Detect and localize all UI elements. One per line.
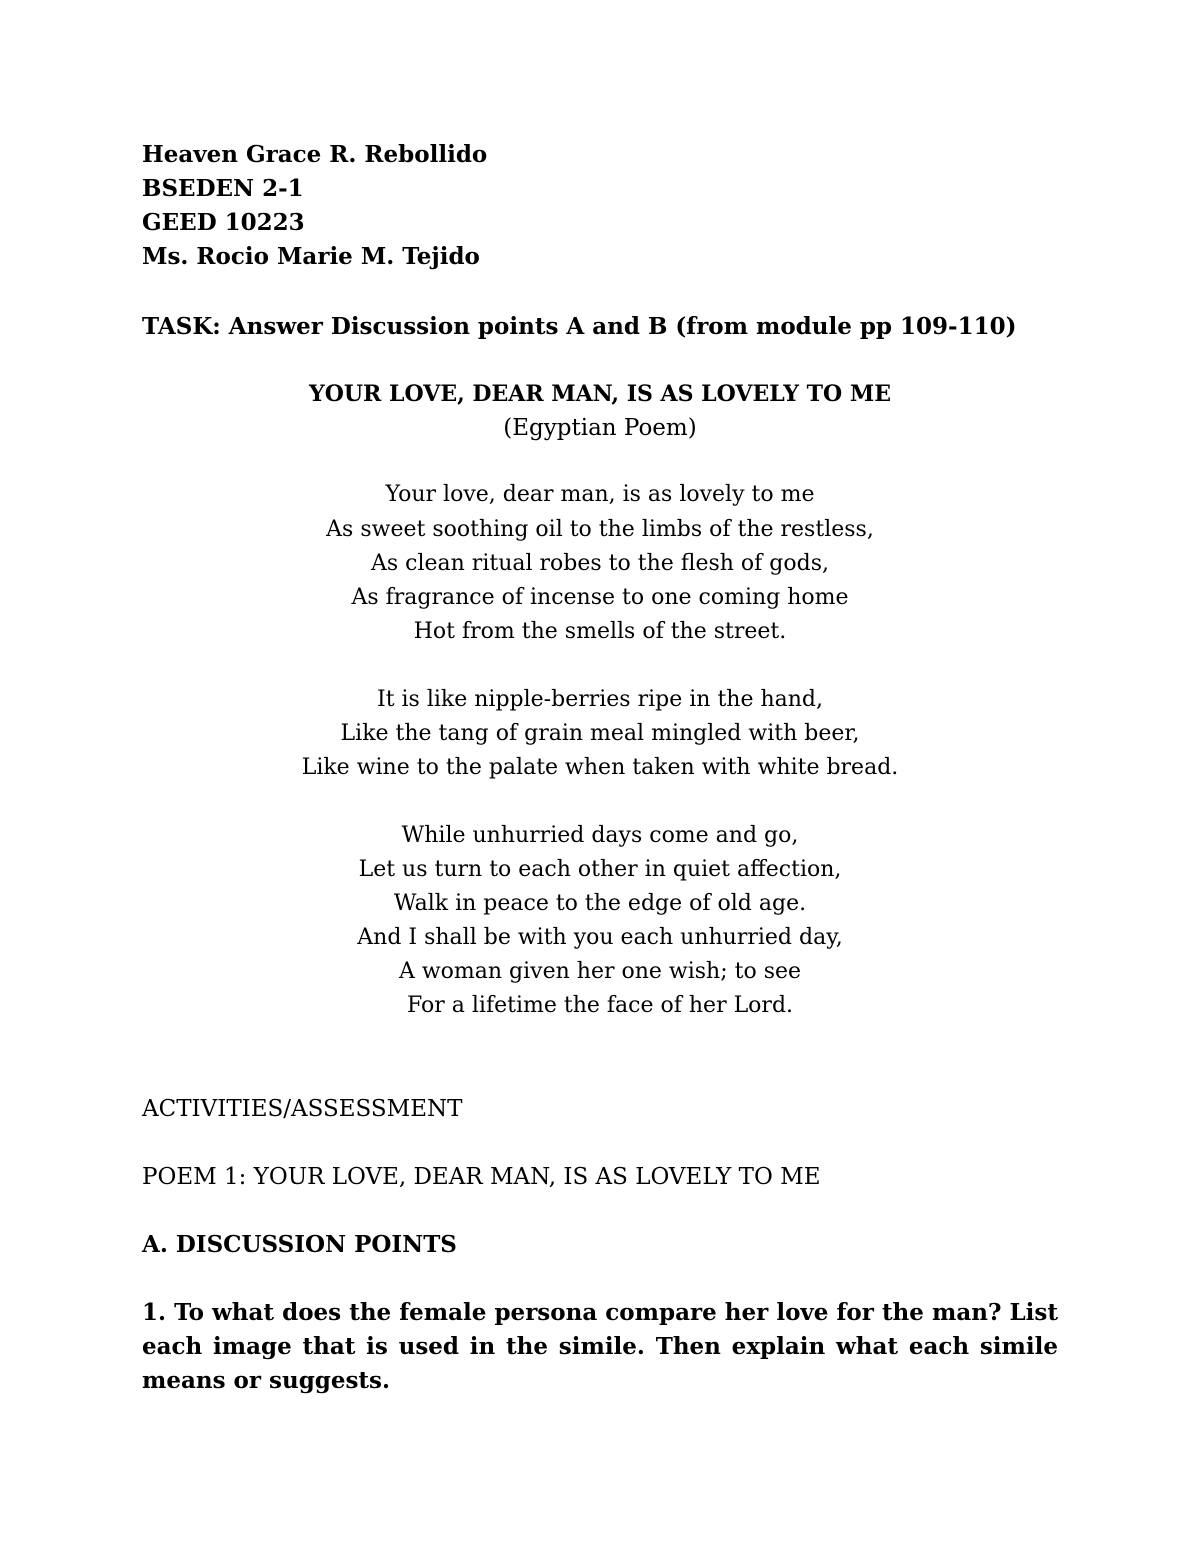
poem-line: Like wine to the palate when taken with white bread.: [301, 755, 899, 780]
poem-line: As clean ritual robes to the flesh of gods,: [370, 551, 829, 576]
poem-subtitle: (Egyptian Poem): [503, 415, 697, 441]
poem-line: As fragrance of incense to one coming home: [351, 585, 849, 610]
activities-heading: ACTIVITIES/ASSESSMENT: [142, 1096, 463, 1122]
course-code: GEED 10223: [142, 209, 305, 236]
poem-line: For a lifetime the face of her Lord.: [406, 993, 794, 1018]
teacher-name: Ms. Rocio Marie M. Tejido: [142, 243, 480, 270]
poem-line: Like the tang of grain meal mingled with beer,: [340, 721, 860, 746]
poem-reference: POEM 1: YOUR LOVE, DEAR MAN, IS AS LOVELY TO ME: [142, 1164, 821, 1190]
poem-line: A woman given her one wish; to see: [398, 959, 802, 984]
poem-line: And I shall be with you each unhurried day,: [357, 925, 843, 950]
student-name: Heaven Grace R. Rebollido: [142, 141, 488, 168]
poem-line: Hot from the smells of the street.: [413, 619, 787, 644]
poem-line: Your love, dear man, is as lovely to me: [385, 482, 815, 507]
student-section: BSEDEN 2-1: [142, 175, 304, 202]
poem-line: Walk in peace to the edge of old age.: [393, 891, 807, 916]
discussion-heading: A. DISCUSSION POINTS: [142, 1231, 457, 1258]
poem-line: Let us turn to each other in quiet affection,: [358, 857, 842, 882]
poem-title: YOUR LOVE, DEAR MAN, IS AS LOVELY TO ME: [309, 381, 891, 407]
poem-line: It is like nipple-berries ripe in the hand,: [377, 687, 823, 712]
task-instruction: TASK: Answer Discussion points A and B (from module pp 109-110): [142, 313, 1017, 340]
poem-line: While unhurried days come and go,: [401, 823, 799, 848]
discussion-question-1: 1. To what does the female persona compare her love for the man? List each image that is used in the simile. Then explain what each simile means or suggests.: [142, 1299, 1058, 1394]
poem-line: As sweet soothing oil to the limbs of the restless,: [326, 517, 874, 542]
